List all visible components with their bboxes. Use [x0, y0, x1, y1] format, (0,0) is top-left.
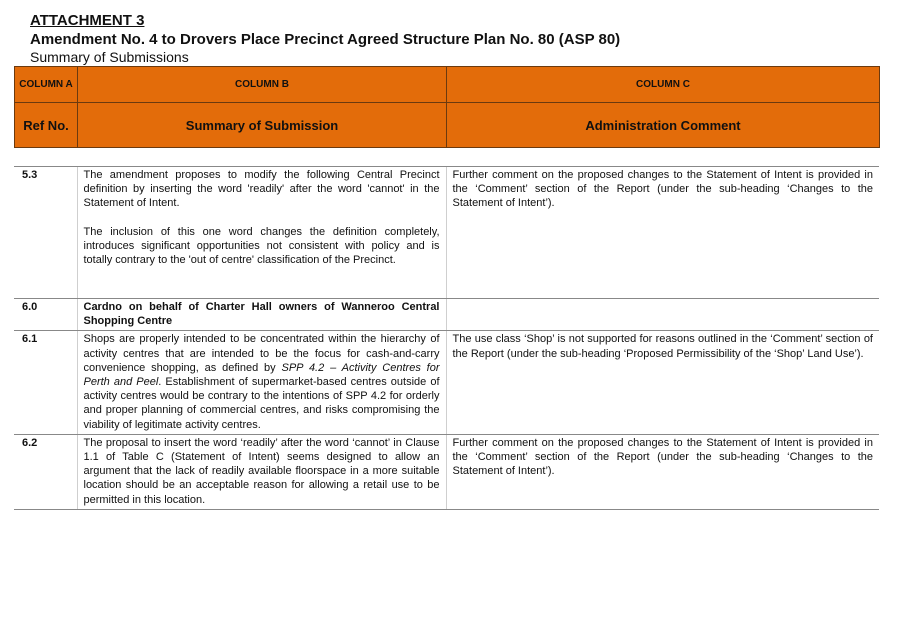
table-row [14, 434, 879, 509]
policy-reference: SPP 4.2 – Activity Centres for Perth and Peel [83, 361, 440, 389]
ref-no-header: Ref No. [15, 103, 78, 148]
submitter-cell: Cardno on behalf of Charter Hall owners of Wanneroo Central Shopping Centre [77, 299, 446, 331]
document-heading [30, 12, 620, 66]
ref-cell: 6.0 [14, 299, 77, 331]
document-title: Amendment No. 4 to Drovers Place Precinct Agreed Structure Plan No. 80 (ASP 80) [30, 31, 621, 48]
comment-cell: Further comment on the proposed changes to the Statement of Intent is provided in the ‘Comment’ section of the Report (under the sub-heading ‘Changes to the Statement of Intent’). [446, 167, 879, 299]
column-name-row [15, 103, 880, 148]
ref-cell: 6.2 [14, 434, 77, 509]
column-c-label: COLUMN C [447, 67, 880, 103]
column-letter-row [15, 67, 880, 103]
summary-text: Shops are properly intended to be concentrated within the hierarchy of activity centres that are intended to be the focus for cash-and-carry convenience shopping, as defined by [83, 333, 440, 374]
submissions-table [14, 166, 879, 510]
table-row [14, 299, 879, 331]
table-row [14, 331, 879, 434]
table-row [14, 167, 879, 299]
summary-text: . Establishment of supermarket-based centres outside of activity centres would be contrary to the intentions of SPP 4.2 for orderly and proper planning of commercial centres, and risks compromising the viability of legitimate activity centres. [83, 376, 440, 431]
summary-cell [77, 167, 446, 299]
summary-cell [77, 331, 446, 434]
comment-header: Administration Comment [447, 103, 880, 148]
ref-cell: 5.3 [14, 167, 77, 299]
comment-cell: Further comment on the proposed changes to the Statement of Intent is provided in the ‘Comment’ section of the Report (under the sub-heading ‘Changes to the Statement of Intent’). [446, 434, 879, 509]
summary-cell: The proposal to insert the word ‘readily’ after the word ‘cannot’ in Clause 1.1 of Table C (Statement of Intent) seems designed to allow an argument that the lack of readily available floorspace in a more suitable location should be an acceptable reason for allowing a retail use to be permitted in this location. [77, 434, 446, 509]
column-a-label: COLUMN A [15, 67, 78, 103]
attachment-label: ATTACHMENT 3 [30, 12, 145, 29]
ref-cell: 6.1 [14, 331, 77, 434]
comment-cell: The use class ‘Shop’ is not supported for reasons outlined in the ‘Comment’ section of the Report (under the sub-heading ‘Proposed Permissibility of the ‘Shop’ Land Use’). [446, 331, 879, 434]
summary-paragraph: The amendment proposes to modify the following Central Precinct definition by inserting the word 'readily' after the word 'cannot' in the Statement of Intent. [83, 169, 440, 210]
summary-paragraph: The inclusion of this one word changes the definition completely, introduces significant opportunities not consistent with policy and is totally contrary to the 'out of centre' classification of the Precinct. [83, 225, 440, 267]
summary-header: Summary of Submission [78, 103, 447, 148]
column-header-table [14, 66, 880, 148]
column-b-label: COLUMN B [78, 67, 447, 103]
document-subtitle: Summary of Submissions [30, 49, 189, 65]
comment-cell [446, 299, 879, 331]
